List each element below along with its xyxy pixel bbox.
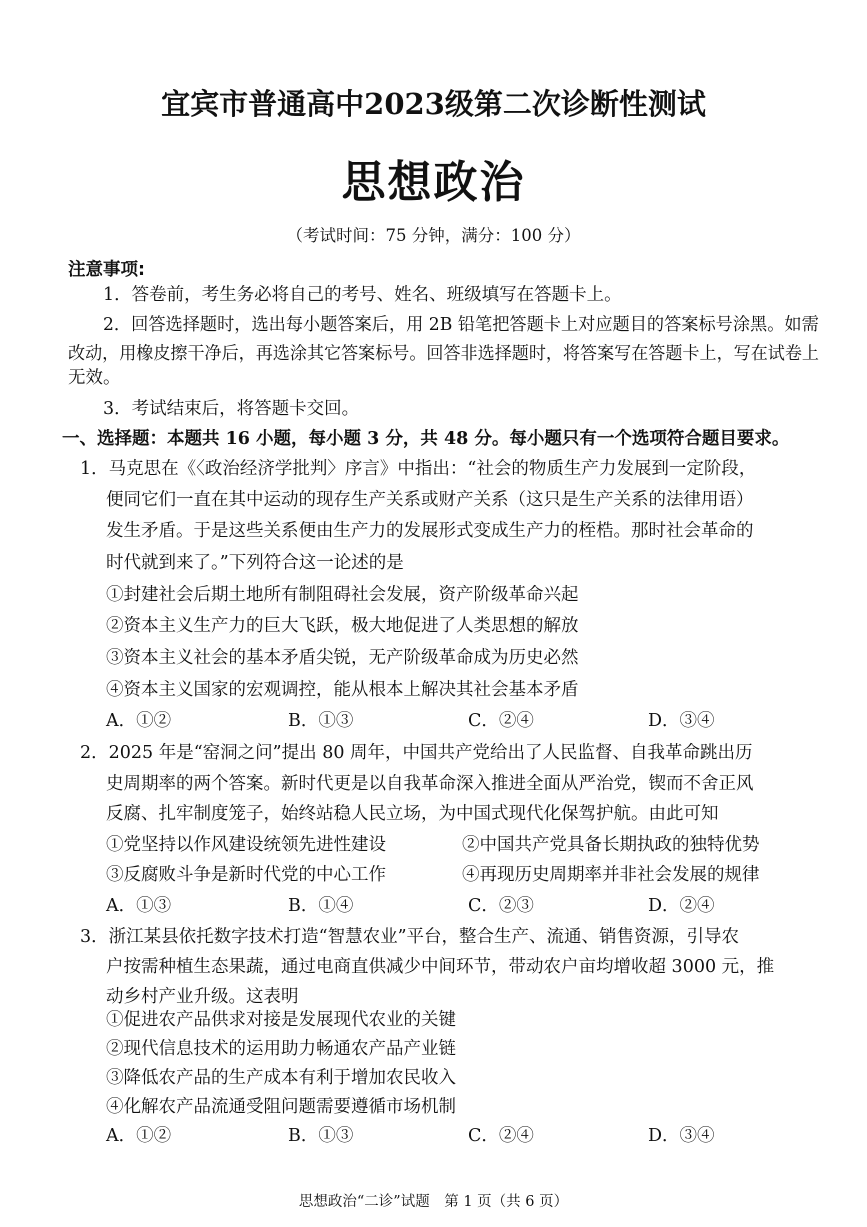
q3-statement-1: ①促进农产品供求对接是发展现代农业的关键 — [106, 1010, 456, 1030]
q3-option-b: B．①③ — [288, 1126, 354, 1146]
q2-stem-line-2: 史周期率的两个答案。新时代更是以自我革命深入推进全面从严治党，锲而不舍正风 — [106, 774, 754, 794]
q3-stem-line-1: 3．浙江某县依托数字技术打造“智慧农业”平台，整合生产、流通、销售资源，引导农 — [80, 927, 740, 947]
q3-stem-line-2: 户按需种植生态果蔬，通过电商直供减少中间环节，带动农户亩均增收超 3000 元，推 — [106, 957, 775, 977]
section-heading: 一、选择题：本题共 16 小题，每小题 3 分，共 48 分。每小题只有一个选项符合题目要求。 — [62, 429, 790, 449]
q3-statement-4: ④化解农产品流通受阻问题需要遵循市场机制 — [106, 1097, 456, 1117]
notice-item-2-line-2: 改动，用橡皮擦干净后，再选涂其它答案标号。回答非选择题时，将答案写在答题卡上，写在试卷上 — [68, 344, 819, 364]
q1-statement-3: ③资本主义社会的基本矛盾尖锐，无产阶级革命成为历史必然 — [106, 648, 579, 668]
q3-statement-2: ②现代信息技术的运用助力畅通农产品产业链 — [106, 1039, 456, 1059]
q2-statement-3: ③反腐败斗争是新时代党的中心工作 — [106, 865, 386, 885]
page-footer: 思想政治“二诊”试题 第 1 页（共 6 页） — [298, 1194, 569, 1210]
q1-statement-1: ①封建社会后期土地所有制阻碍社会发展，资产阶级革命兴起 — [106, 585, 579, 605]
q1-statement-2: ②资本主义生产力的巨大飞跃，极大地促进了人类思想的解放 — [106, 616, 579, 636]
q2-option-d: D．②④ — [648, 896, 715, 916]
subject-title: 思想政治 — [341, 157, 526, 208]
q1-stem-line-4: 时代就到来了。”下列符合这一论述的是 — [106, 553, 404, 573]
q3-option-a: A．①② — [106, 1126, 172, 1146]
q2-option-b: B．①④ — [288, 896, 354, 916]
q3-options — [0, 1125, 867, 1147]
q2-option-c: C．②③ — [468, 896, 534, 916]
q1-option-c: C．②④ — [468, 711, 534, 731]
q1-statement-4: ④资本主义国家的宏观调控，能从根本上解决其社会基本矛盾 — [106, 680, 579, 700]
q2-stem-line-3: 反腐、扎牢制度笼子，始终站稳人民立场，为中国式现代化保驾护航。由此可知 — [106, 804, 719, 824]
exam-info: （考试时间：75 分钟，满分：100 分） — [286, 226, 581, 245]
exam-title: 宜宾市普通高中2023级第二次诊断性测试 — [161, 87, 706, 121]
q3-statement-3: ③降低农产品的生产成本有利于增加农民收入 — [106, 1068, 456, 1088]
q1-option-d: D．③④ — [648, 711, 715, 731]
q1-option-b: B．①③ — [288, 711, 354, 731]
notice-item-3: 3．考试结束后，将答题卡交回。 — [103, 399, 360, 419]
q2-statement-2: ②中国共产党具备长期执政的独特优势 — [462, 835, 760, 855]
notice-item-1: 1．答卷前，考生务必将自己的考号、姓名、班级填写在答题卡上。 — [103, 285, 622, 305]
q1-stem-line-2: 便同它们一直在其中运动的现存生产关系或财产关系（这只是生产关系的法律用语） — [106, 490, 754, 510]
q1-stem-line-1: 1．马克思在《〈政治经济学批判〉序言》中指出：“社会的物质生产力发展到一定阶段， — [80, 459, 757, 479]
q3-option-d: D．③④ — [648, 1126, 715, 1146]
notice-item-2-line-3: 无效。 — [68, 368, 121, 388]
q2-stem-line-1: 2．2025 年是“窑洞之问”提出 80 周年，中国共产党给出了人民监督、自我革命跳出历 — [80, 743, 753, 763]
q1-options — [0, 710, 867, 732]
q2-statement-4: ④再现历史周期率并非社会发展的规律 — [462, 865, 760, 885]
q3-option-c: C．②④ — [468, 1126, 534, 1146]
q2-option-a: A．①③ — [106, 896, 172, 916]
notice-heading: 注意事项: — [68, 260, 145, 280]
q3-stem-line-3: 动乡村产业升级。这表明 — [106, 987, 299, 1007]
q1-stem-line-3: 发生矛盾。于是这些关系便由生产力的发展形式变成生产力的桎梏。那时社会革命的 — [106, 521, 754, 541]
q2-options — [0, 895, 867, 917]
q2-statement-1: ①党坚持以作风建设统领先进性建设 — [106, 835, 386, 855]
q1-option-a: A．①② — [106, 711, 172, 731]
notice-item-2-line-1: 2．回答选择题时，选出每小题答案后，用 2B 铅笔把答题卡上对应题目的答案标号涂黑。如需 — [103, 315, 819, 335]
